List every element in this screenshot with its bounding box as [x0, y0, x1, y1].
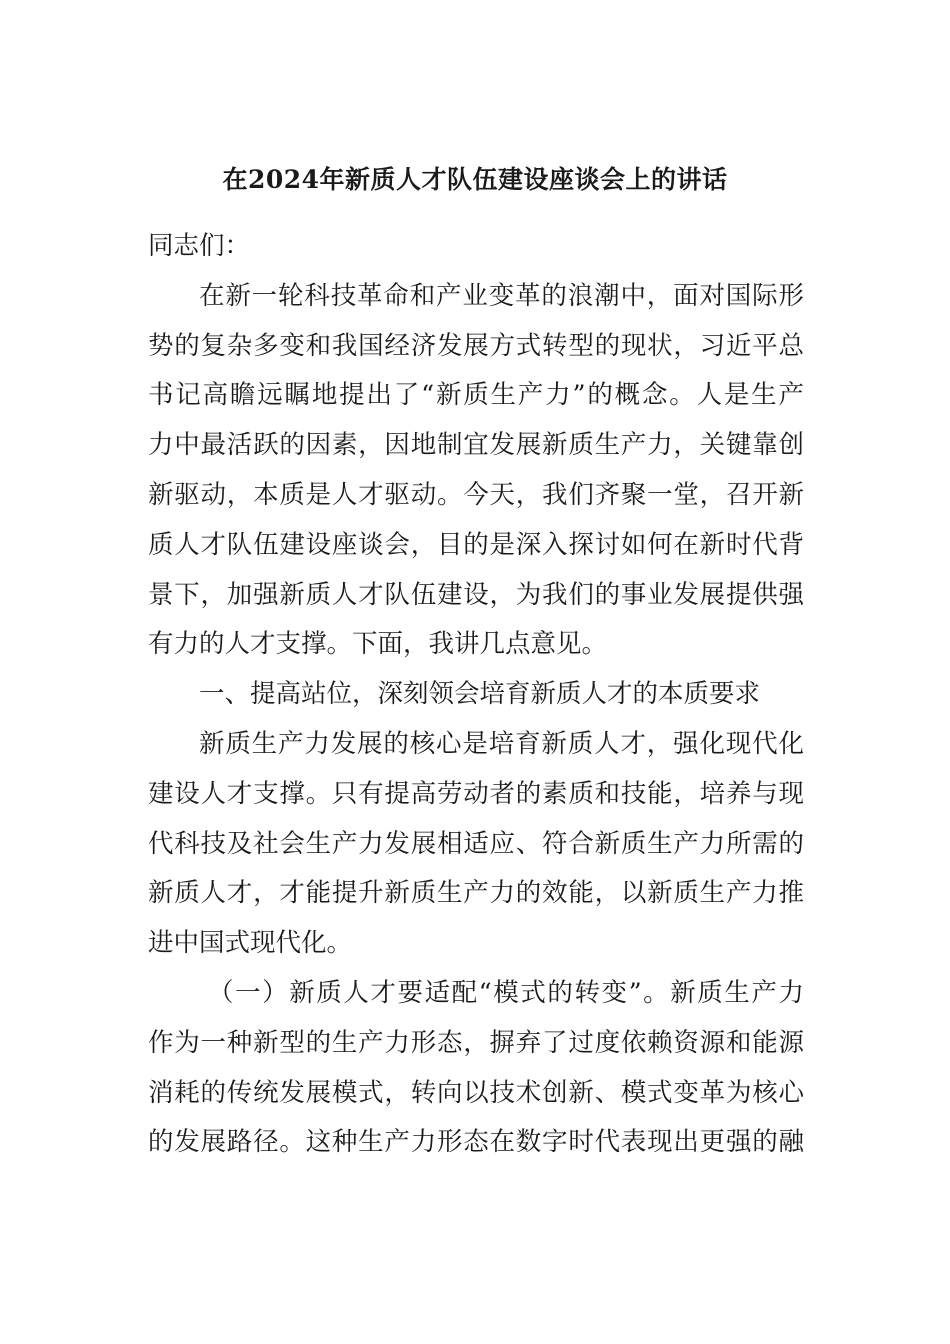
paragraph-line: 新驱动，本质是人才驱动。今天，我们齐聚一堂，召开新: [148, 479, 804, 510]
paragraph-line: 消耗的传统发展模式，转向以技术创新、模式变革为核心: [148, 1077, 804, 1108]
paragraph-line: 势的复杂多变和我国经济发展方式转型的现状，习近平总: [148, 330, 804, 361]
paragraph-line: 代科技及社会生产力发展相适应、符合新质生产力所需的: [148, 828, 804, 859]
paragraph-line: 在新一轮科技革命和产业变革的浪潮中，面对国际形: [199, 280, 804, 311]
paragraph-line: 建设人才支撑。只有提高劳动者的素质和技能，培养与现: [148, 778, 804, 809]
paragraph-line: 进中国式现代化。: [148, 928, 353, 959]
subsection-line: （一）新质人才要适配“模式的转变”。新质生产力: [208, 977, 804, 1008]
paragraph-line: 新质生产力发展的核心是培育新质人才，强化现代化: [199, 728, 804, 759]
paragraph-line: 书记高瞻远瞩地提出了“新质生产力”的概念。人是生产: [148, 380, 804, 411]
paragraph-line: 质人才队伍建设座谈会，目的是深入探讨如何在新时代背: [148, 529, 804, 560]
paragraph-line: 有力的人才支撑。下面，我讲几点意见。: [148, 629, 608, 660]
paragraph-line: 新质人才，才能提升新质生产力的效能，以新质生产力推: [148, 878, 804, 909]
document-title: 在2024年新质人才队伍建设座谈会上的讲话: [222, 165, 728, 194]
paragraph-line: 作为一种新型的生产力形态，摒弃了过度依赖资源和能源: [148, 1027, 804, 1058]
paragraph-line: 景下，加强新质人才队伍建设，为我们的事业发展提供强: [148, 579, 804, 610]
document-body: [148, 222, 804, 1168]
salutation-line: 同志们：: [148, 231, 251, 261]
paragraph-line: 的发展路径。这种生产力形态在数字时代表现出更强的融: [148, 1127, 804, 1158]
section-heading: 一、提高站位，深刻领会培育新质人才的本质要求: [199, 679, 761, 710]
paragraph-line: 力中最活跃的因素，因地制宜发展新质生产力，关键靠创: [148, 430, 804, 461]
